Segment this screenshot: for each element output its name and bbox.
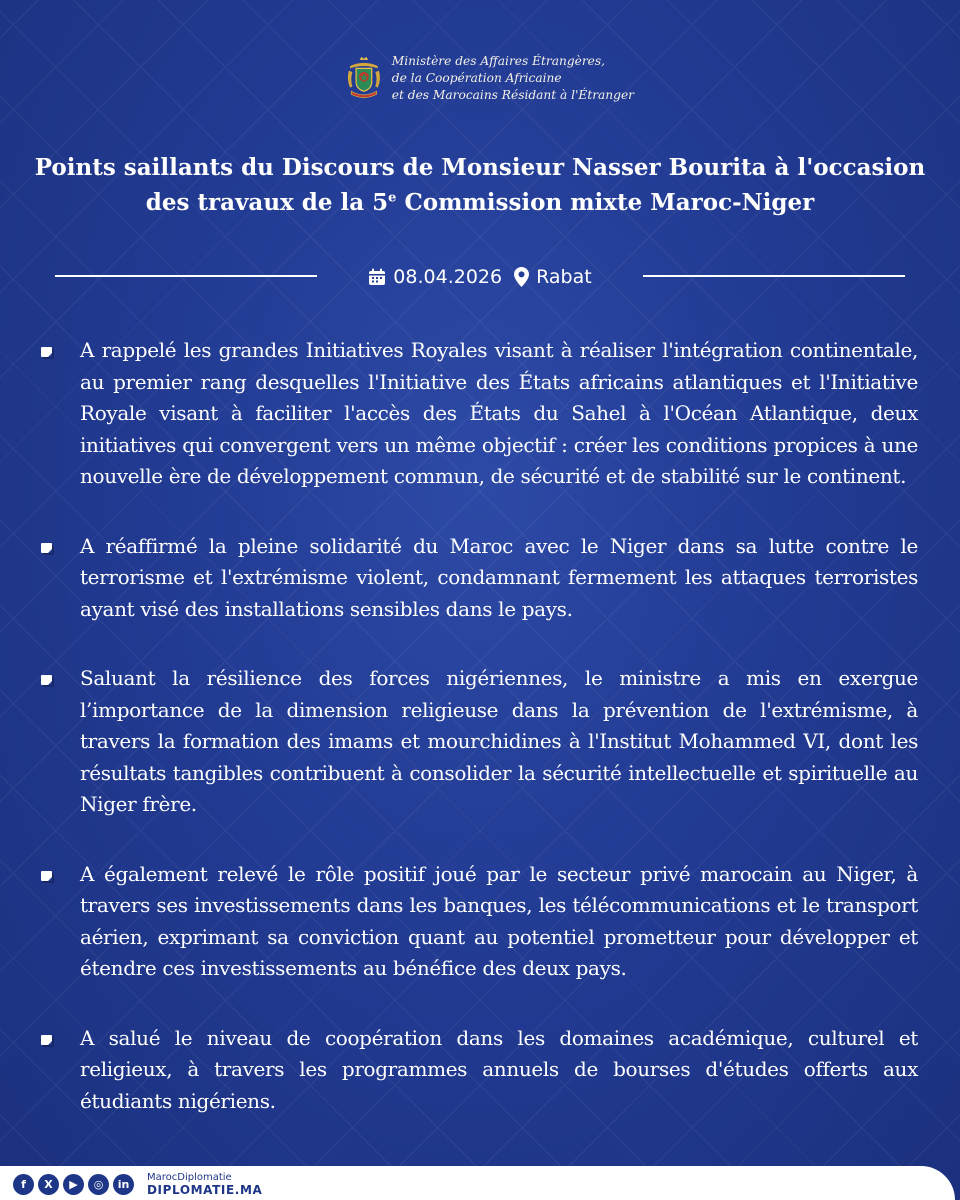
social-links [13, 1174, 138, 1195]
footer [0, 1166, 960, 1200]
title-line-2a: des travaux de la 5 [145, 189, 389, 216]
website-link[interactable]: DIPLOMATIE.MA [147, 1183, 263, 1197]
list-item-text: A rappelé les grandes Initiatives Royales visant à réaliser l'intégration continentale, au premier rang desquelles l'Initiative des États africains atlantiques et l'Initiative Royale visant à faciliter l'accès des États du Sahel à l'Océan Atlantique, deux initiatives qui convergent vers un même objectif : créer les conditions propices à une nouvelle ère de développement commun, de sécurité et de stabilité sur le continent. [80, 338, 918, 488]
location-pin-icon [514, 267, 529, 287]
title-line-2b: Commission mixte Maroc-Niger [396, 189, 815, 216]
bullet-icon [41, 871, 52, 881]
page-title [20, 150, 940, 220]
bullet-icon [41, 347, 52, 357]
list-item [38, 531, 918, 626]
coat-of-arms-icon [344, 40, 384, 116]
title-line-1: Points saillants du Discours de Monsieur Nasser Bourita à l'occasion [34, 154, 926, 181]
meta-row [0, 262, 960, 292]
instagram-icon[interactable]: ◎ [88, 1174, 109, 1195]
ministry-line-2: de la Coopération Africaine [391, 70, 562, 85]
brand [147, 1172, 262, 1197]
ministry-name [392, 53, 634, 104]
date-location [340, 262, 620, 292]
divider-right [643, 275, 905, 277]
date-text: 08.04.2026 [393, 266, 503, 288]
calendar-icon [368, 268, 386, 286]
list-item-text: A également relevé le rôle positif joué par le secteur privé marocain au Niger, à travers ses investissements dans les banques, les télécommunications et le transport aérien, exprimant sa conviction quant au potentiel prometteur pour développer et étendre ces investissements au bénéfice des deux pays. [80, 861, 918, 980]
divider-left [55, 275, 317, 277]
location-text: Rabat [536, 266, 592, 288]
ministry-line-3: et des Marocains Résidant à l'Étranger [391, 87, 634, 102]
bullet-icon [41, 543, 52, 553]
list-item-text: A réaffirmé la pleine solidarité du Maroc avec le Niger dans sa lutte contre le terrorisme et l'extrémisme violent, condamnant fermement les attaques terroristes ayant visé des installations sensibles dans le pays. [80, 533, 918, 621]
x-icon[interactable]: X [38, 1174, 59, 1195]
social-handle: MarocDiplomatie [147, 1172, 232, 1183]
bullet-icon [41, 1035, 52, 1045]
youtube-icon[interactable]: ▶ [63, 1174, 84, 1195]
ministry-line-1: Ministère des Affaires Étrangères, [391, 53, 606, 68]
list-item [38, 859, 918, 985]
list-item-text: Saluant la résilience des forces nigériennes, le ministre a mis en exergue l’importance de la dimension religieuse dans la prévention de l'extrémisme, à travers la formation des imams et mourchidines à l'Institut Mohammed VI, dont les résultats tangibles contribuent à consolider la sécurité intellectuelle et spirituelle au Niger frère. [80, 666, 918, 816]
list-item [38, 1023, 918, 1118]
ministry-header [344, 38, 634, 118]
list-item-text: A salué le niveau de coopération dans les domaines académique, culturel et religieux, à travers les programmes annuels de bourses d'études offerts aux étudiants nigériens. [80, 1025, 918, 1113]
list-item [38, 663, 918, 821]
highlights-list [38, 335, 918, 1155]
bullet-icon [41, 675, 52, 685]
list-item [38, 335, 918, 493]
title-superscript: e [388, 190, 397, 206]
facebook-icon[interactable]: f [13, 1174, 34, 1195]
footer-background [0, 1166, 955, 1200]
linkedin-icon[interactable]: in [113, 1174, 134, 1195]
